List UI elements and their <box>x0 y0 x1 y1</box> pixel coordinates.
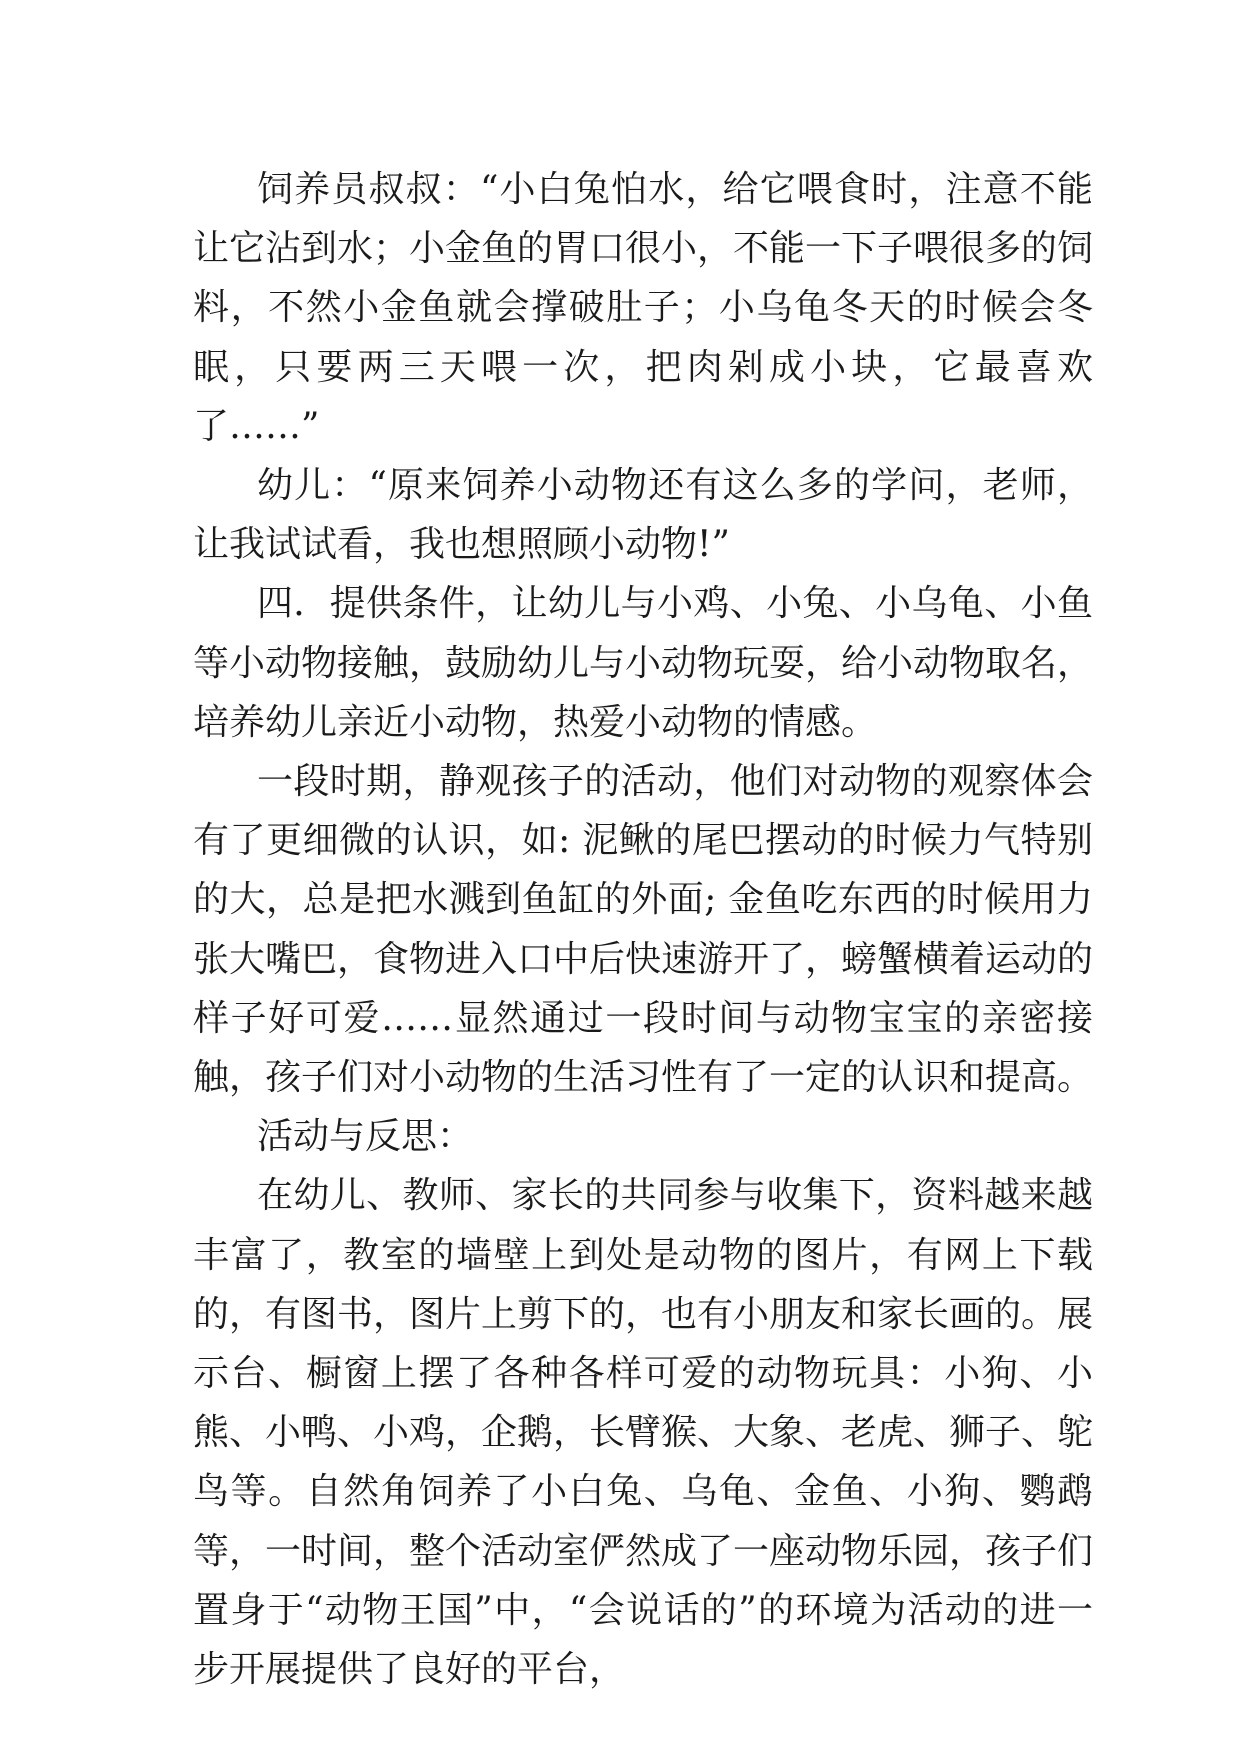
paragraph-observation: 一段时期，静观孩子的活动，他们对动物的观察体会有了更细微的认识，如: 泥鳅的尾巴摆动的时候力气特别的大，总是把水溅到鱼缸的外面; 金鱼吃东西的时候用力张大嘴巴，食物进入口中后快速游开了，螃蟹横着运动的样子好可爱……显然通过一段时间与动物宝宝的亲密接触，孩子们对小动物的生活习性有了一定的认识和提高。 <box>193 761 1094 1099</box>
paragraph-step-four: 四．提供条件，让幼儿与小鸡、小兔、小乌龟、小鱼等小动物接触，鼓励幼儿与小动物玩耍，给小动物取名，培养幼儿亲近小动物，热爱小动物的情感。 <box>193 583 1094 743</box>
document-body <box>193 160 1093 1699</box>
paragraph-keeper-advice: 饲养员叔叔：“小白兔怕水，给它喂食时，注意不能让它沾到水；小金鱼的胃口很小，不能一下子喂很多的饲料，不然小金鱼就会撑破肚子；小乌龟冬天的时候会冬眠，只要两三天喂一次，把肉剁成小块，它最喜欢了……” <box>193 169 1094 447</box>
section-heading-reflection: 活动与反思： <box>257 1116 474 1158</box>
paragraph-reflection-body: 在幼儿、教师、家长的共同参与收集下，资料越来越丰富了，教室的墙壁上到处是动物的图片，有网上下载的，有图书，图片上剪下的，也有小朋友和家长画的。展示台、橱窗上摆了各种各样可爱的动物玩具：小狗、小熊、小鸭、小鸡，企鹅，长臂猴、大象、老虎、狮子、鸵鸟等。自然角饲养了小白兔、乌龟、金鱼、小狗、鹦鹉等，一时间，整个活动室俨然成了一座动物乐园，孩子们置身于“动物王国”中，“会说话的”的环境为活动的进一步开展提供了良好的平台， <box>193 1175 1094 1691</box>
paragraph-child-response: 幼儿：“原来饲养小动物还有这么多的学问，老师，让我试试看，我也想照顾小动物!” <box>193 465 1093 566</box>
